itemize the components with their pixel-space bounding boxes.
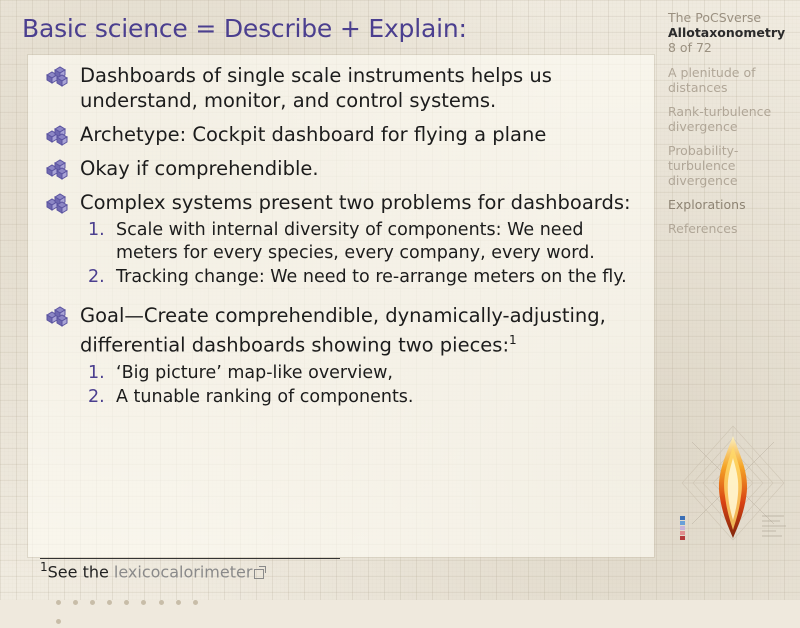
list-item [34,303,644,409]
sub-list-item: Scale with internal diversity of components: We need meters for every species, every company, every word. [116,220,595,263]
cubes-bullet-icon [44,66,70,88]
progress-dot [193,600,198,605]
progress-dot [176,600,181,605]
sub-list-item: Tracking change: We need to re-arrange meters on the fly. [116,267,627,287]
slide-content-panel [28,55,654,557]
lexicocalorimeter-link[interactable]: lexicocalorimeter [113,562,253,582]
progress-dots [56,590,216,598]
list-item [34,63,644,113]
cubes-bullet-icon [44,193,70,215]
footnote-prefix: See the [47,562,114,582]
sidebar [668,10,794,245]
sub-list [80,362,644,409]
progress-dot [107,600,112,605]
bullet-list [34,63,644,409]
cubes-bullet-icon [44,159,70,181]
cubes-bullet-icon [44,306,70,328]
progress-dot [56,600,61,605]
progress-dot [90,600,95,605]
sidebar-item-explorations[interactable]: Explorations [668,197,746,212]
list-item [34,156,644,181]
progress-dot [124,600,129,605]
page-indicator: 8 of 72 [668,40,712,55]
sub-list-item: A tunable ranking of components. [116,386,414,407]
list-item [34,190,644,289]
progress-dot [141,600,146,605]
list-item [34,122,644,147]
footnote-divider [40,558,340,559]
progress-dot [56,619,61,624]
sub-list [80,219,644,289]
list-item-text: Goal—Create comprehendible, dynamically-adjusting, differential dashboards showing two pieces: [80,304,606,357]
list-item-text: Complex systems present two problems for dashboards: [80,191,631,214]
brand-line-1: The PoCSverse [668,10,762,25]
footnote-marker: 1 [40,560,48,574]
external-link-icon[interactable] [254,567,265,578]
sidebar-item-a-plenitude-of-distances[interactable]: A plenitude of distances [668,65,756,95]
list-item-text: Archetype: Cockpit dashboard for flying a plane [80,123,547,146]
list-item-text: Dashboards of single scale instruments helps us understand, monitor, and control systems. [80,64,552,112]
sub-list-item: ‘Big picture’ map-like overview, [116,362,393,383]
allotaxonograph-thumbnail [672,420,794,555]
sidebar-item-rank-turbulence-divergence[interactable]: Rank-turbulence divergence [668,104,772,134]
progress-dot [159,600,164,605]
brand-line-2: Allotaxonometry [668,25,786,40]
cubes-bullet-icon [44,125,70,147]
page-title: Basic science = Describe + Explain: [22,14,467,43]
progress-dot [73,600,78,605]
sidebar-item-probability-turbulence-divergence[interactable]: Probability-turbulence divergence [668,143,739,188]
footnote-marker: 1 [509,333,517,347]
list-item-text: Okay if comprehendible. [80,157,319,180]
footnote [40,560,640,581]
sidebar-item-references[interactable]: References [668,221,738,236]
brand-block [668,10,794,55]
